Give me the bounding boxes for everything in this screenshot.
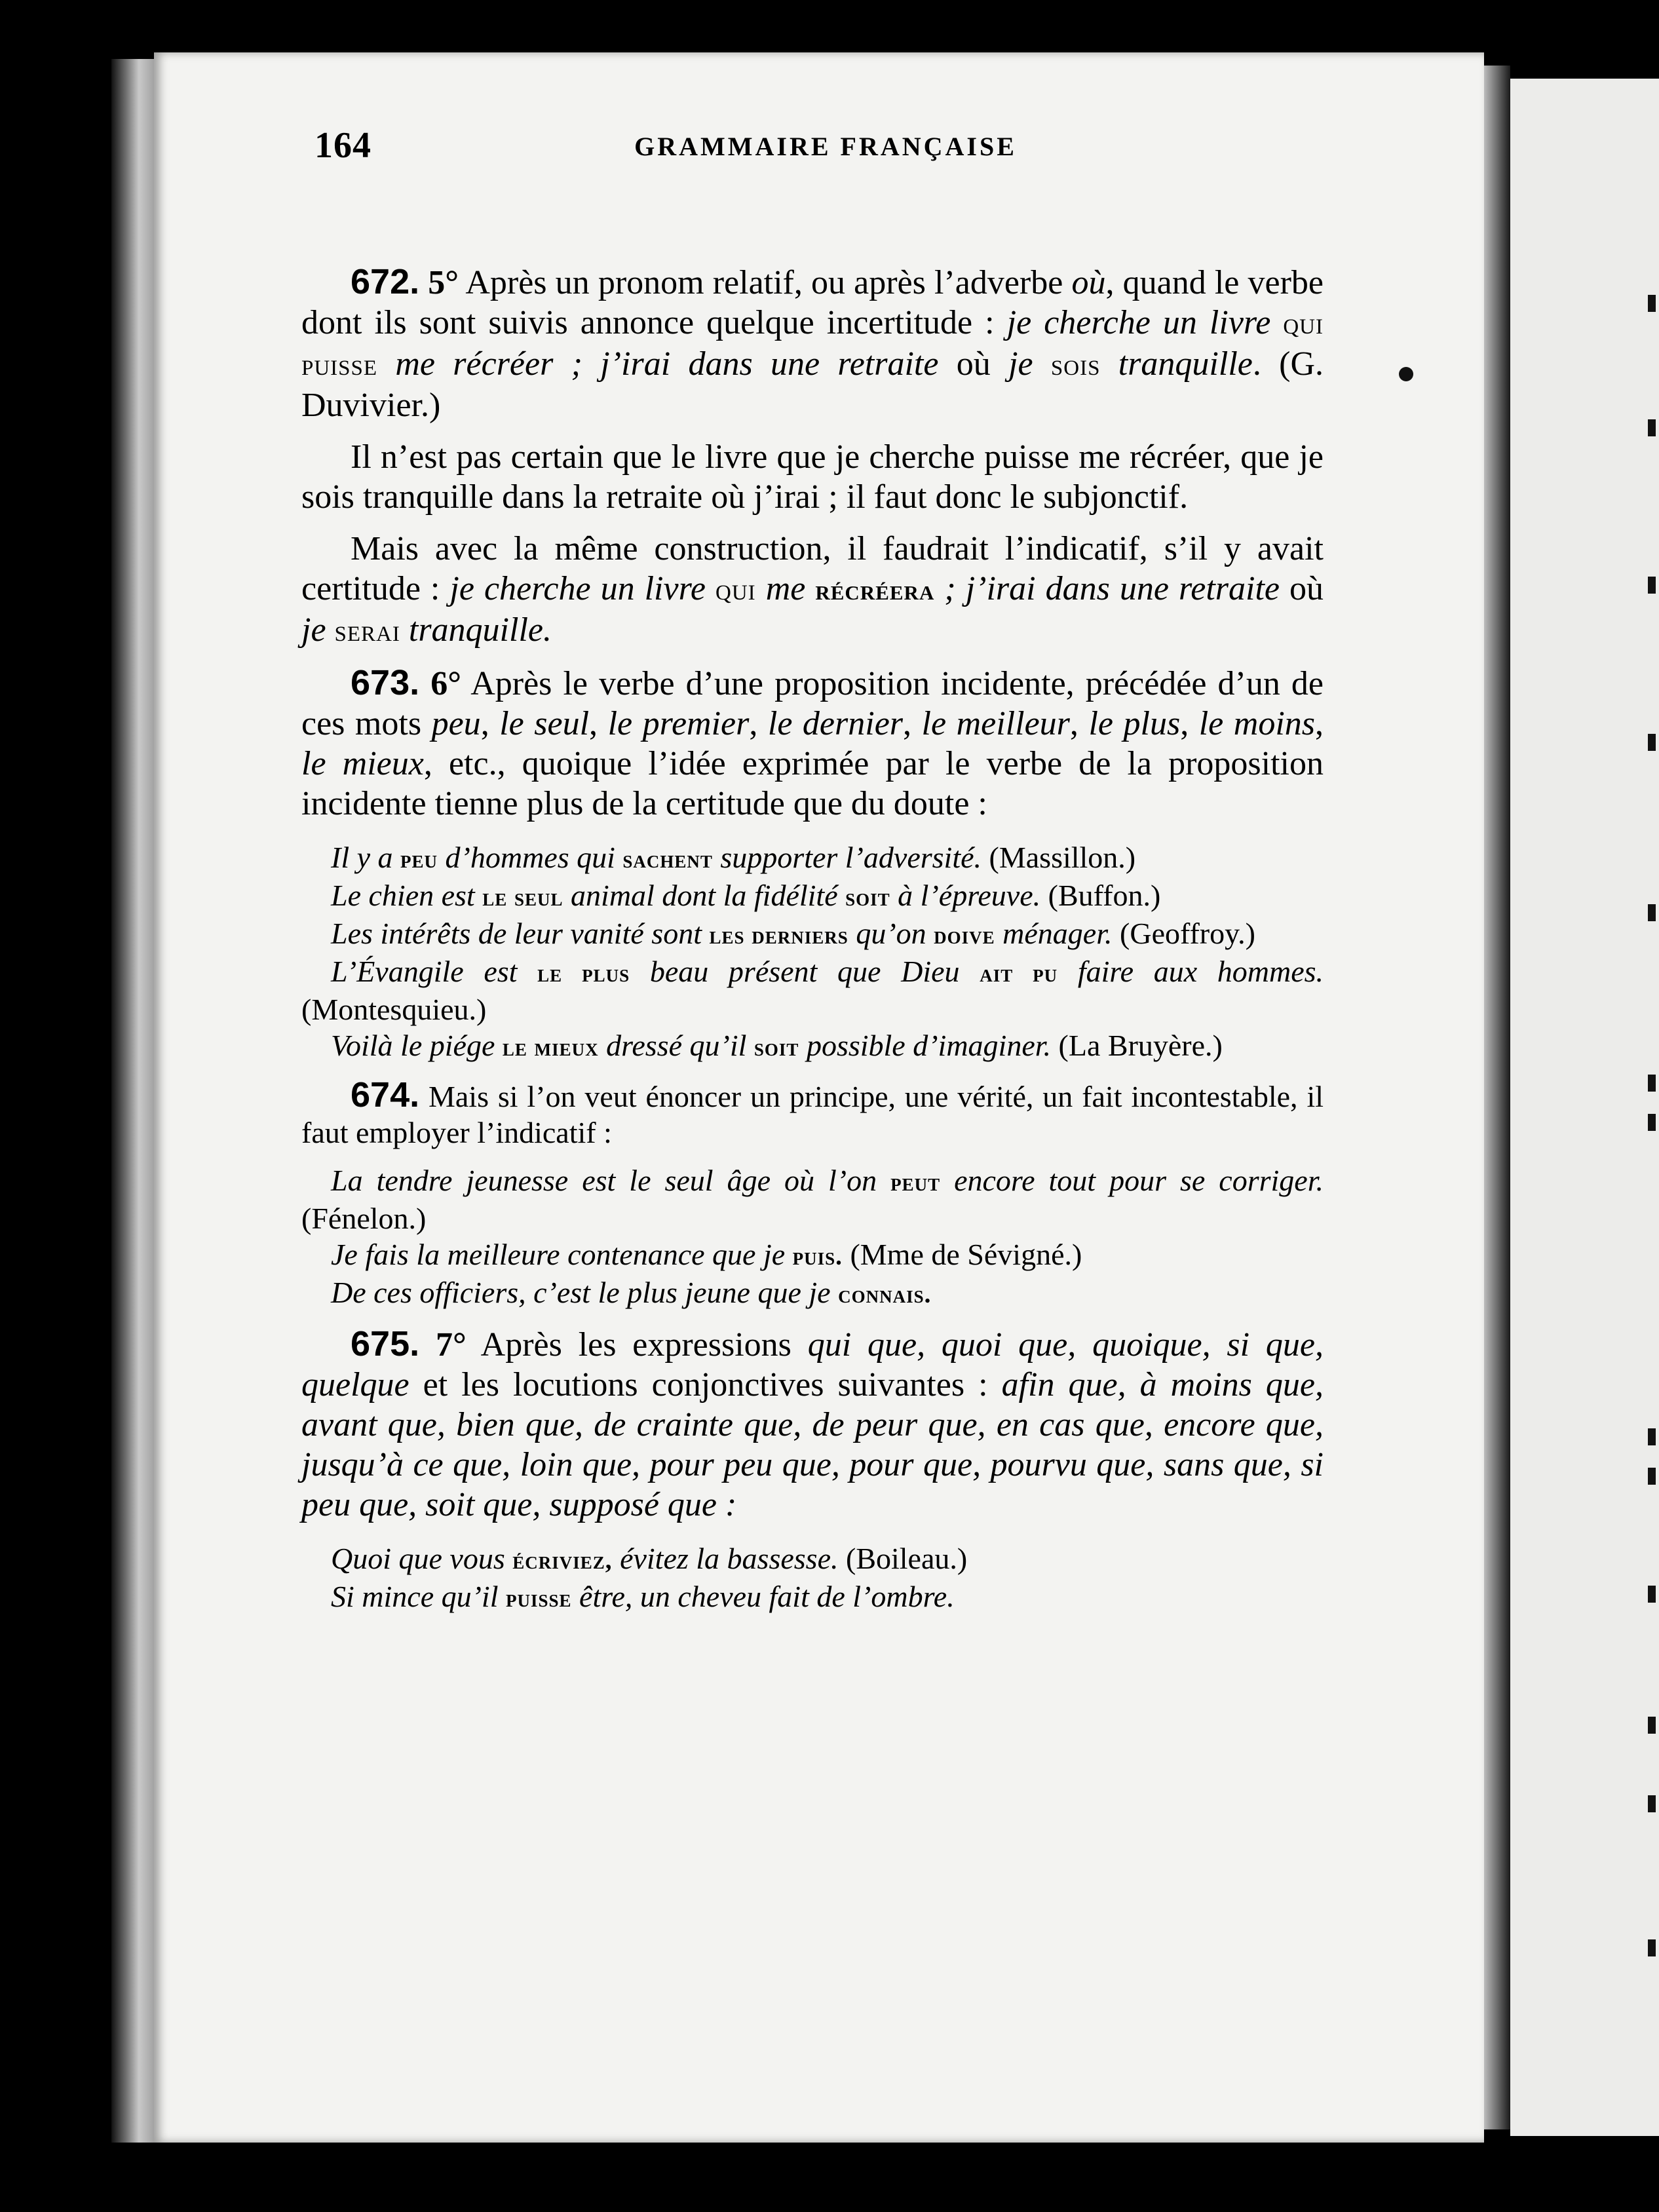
italic-run: La tendre jeunesse est le seul âge où l’on — [331, 1164, 877, 1197]
example-line — [301, 953, 1324, 1027]
paragraph-672-explanation: Il n’est pas certain que le livre que je cherche puisse me récréer, que je sois tranquille dans la retraite où j’irai ; il faut donc le subjonctif. — [301, 438, 1324, 516]
italic-run: à l’épreuve. — [898, 879, 1041, 912]
adjacent-page-edge — [1510, 79, 1659, 2136]
section-number: 675. — [351, 1324, 420, 1363]
section-number: 672. — [351, 262, 420, 301]
page-gutter-shadow — [1484, 66, 1510, 2129]
author-credit: (Fénelon.) — [301, 1202, 427, 1235]
text-run: où — [938, 345, 1009, 383]
author-credit: (La Bruyère.) — [1051, 1029, 1223, 1062]
paragraph-673 — [301, 663, 1324, 824]
italic-run: me récréer ; j’irai dans une retraite — [395, 345, 939, 383]
italic-run: où — [1071, 264, 1106, 301]
example-line — [301, 877, 1324, 915]
smallcaps-run: peu — [400, 845, 438, 873]
text-run: Mais si l’on veut énoncer un principe, une vérité, un fait incontestable, il faut employer l’indicatif : — [301, 1080, 1324, 1149]
italic-run: peu — [431, 705, 481, 742]
text-run: Après les expressions — [466, 1326, 808, 1363]
smallcaps-run: qui puisse — [301, 307, 1324, 382]
smallcaps-run: récréera — [815, 574, 935, 606]
italic-run: Le chien est — [331, 879, 475, 912]
author-credit: (Montesquieu.) — [301, 993, 487, 1026]
section-number: 673. — [351, 663, 420, 702]
paragraph-672 — [301, 262, 1324, 425]
text-run: où — [1280, 570, 1324, 607]
smallcaps-run: soit — [753, 1033, 799, 1061]
book-spine-edge — [111, 59, 157, 2143]
italic-run: Il y a — [331, 841, 393, 874]
italic-run: le moins — [1198, 705, 1316, 742]
italic-run: faire aux hommes. — [1077, 955, 1324, 988]
smallcaps-run: écriviez, — [512, 1546, 613, 1574]
italic-run: évitez la bassesse. — [620, 1542, 839, 1575]
italic-run: Voilà le piége — [331, 1029, 495, 1062]
italic-run: le plus — [1088, 705, 1181, 742]
italic-run: le mieux — [301, 745, 424, 782]
example-line — [301, 1027, 1324, 1065]
examples-673 — [301, 839, 1324, 1065]
italic-run: Je fais la meilleure contenance que je — [331, 1238, 786, 1271]
text-run: , etc., quoique l’idée exprimée par le verbe de la proposition incidente tienne plus de la certitude que du doute : — [301, 745, 1324, 822]
smallcaps-run: doive — [934, 921, 995, 949]
smallcaps-run: puis. — [792, 1242, 843, 1270]
italic-run: Si mince qu’il — [331, 1580, 499, 1613]
italic-run: je — [301, 611, 326, 649]
example-line — [301, 839, 1324, 877]
smallcaps-run: serai — [334, 614, 400, 648]
smallcaps-run: sachent — [622, 845, 713, 873]
ordinal: 6° — [430, 665, 461, 702]
italic-run: je cherche un livre — [449, 570, 706, 607]
smallcaps-run: puisse — [506, 1584, 572, 1612]
text-run: , — [903, 705, 922, 742]
example-line — [301, 915, 1324, 953]
italic-run: le premier — [607, 705, 750, 742]
italic-run: tranquille — [1118, 345, 1253, 383]
text-run: Après un pronom relatif, ou après l’adverbe — [459, 264, 1072, 301]
italic-run: je cherche un livre — [1006, 304, 1271, 341]
italic-run: le meilleur — [921, 705, 1070, 742]
smallcaps-run: sois — [1050, 348, 1101, 382]
paragraph-672-indicative — [301, 529, 1324, 651]
text-run: Mais avec la même construction, il faudrait l’indicatif, s’il y avait certitude : — [301, 530, 1324, 607]
author-credit: (Buffon.) — [1040, 879, 1161, 912]
author-credit: (Boileau.) — [838, 1542, 968, 1575]
italic-run: je — [1008, 345, 1033, 383]
example-line — [301, 1274, 1324, 1312]
author-credit: (Geoffroy.) — [1112, 917, 1255, 950]
page-body — [301, 262, 1324, 1628]
italic-run: Quoi que vous — [331, 1542, 505, 1575]
italic-run: encore tout pour se corriger. — [954, 1164, 1324, 1197]
italic-run: supporter l’adversité. — [720, 841, 982, 874]
smallcaps-run: peut — [890, 1168, 941, 1196]
example-line — [301, 1236, 1324, 1274]
author-credit: (Mme de Sévigné.) — [842, 1238, 1082, 1271]
italic-run: De ces officiers, c’est le plus jeune que je — [331, 1276, 831, 1309]
italic-run: Les intérêts de leur vanité sont — [331, 917, 702, 950]
ink-speck — [1399, 367, 1413, 381]
smallcaps-run: qui — [715, 573, 756, 607]
smallcaps-run: le seul — [482, 883, 563, 911]
examples-675 — [301, 1540, 1324, 1616]
text-run: Après le verbe d’une proposition incidente, précédée d’un de ces mots — [301, 665, 1324, 742]
italic-run: L’Évangile est — [331, 955, 518, 988]
text-run: , — [589, 705, 608, 742]
example-line — [301, 1540, 1324, 1578]
paragraph-675 — [301, 1324, 1324, 1525]
paragraph-674 — [301, 1077, 1324, 1151]
examples-674 — [301, 1162, 1324, 1312]
italic-run: animal dont la fidélité — [571, 879, 838, 912]
section-number: 674. — [351, 1075, 420, 1115]
italic-run: être, un cheveu fait de l’ombre. — [579, 1580, 955, 1613]
smallcaps-run: le mieux — [502, 1033, 599, 1061]
example-line — [301, 1578, 1324, 1616]
italic-run: dressé qu’il — [606, 1029, 747, 1062]
ordinal: 7° — [435, 1326, 467, 1363]
italic-run: me — [765, 570, 806, 607]
text-run: , — [749, 705, 768, 742]
italic-run: qui que, quoi que, quoique, si que, quelque — [301, 1326, 1324, 1403]
italic-run: le seul — [499, 705, 590, 742]
italic-run: ménager. — [1002, 917, 1113, 950]
running-title: GRAMMAIRE FRANÇAISE — [634, 132, 1017, 161]
ordinal: 5° — [428, 264, 459, 301]
italic-run: possible d’imaginer. — [806, 1029, 1052, 1062]
page-number: 164 — [315, 125, 372, 166]
text-run: , — [1069, 705, 1089, 742]
italic-run: le dernier — [767, 705, 904, 742]
italic-run: qu’on — [856, 917, 926, 950]
smallcaps-run: les derniers — [709, 921, 849, 949]
italic-run: ; j’irai dans une retraite — [944, 570, 1280, 607]
author-credit: (Massillon.) — [982, 841, 1136, 874]
example-line — [301, 1162, 1324, 1236]
italic-run: afin que, à moins que, avant que, bien que, de crainte que, de peur que, en cas que, encore que, jusqu’à ce que, loin que, pour peu que, pour que, pourvu que, sans que, si peu que, soit que, supposé que : — [301, 1366, 1324, 1523]
text-run: , — [480, 705, 500, 742]
text-run: , — [1315, 705, 1324, 742]
text-run: et les locutions conjonctives suivantes : — [409, 1366, 1002, 1403]
smallcaps-run: ait pu — [980, 959, 1058, 987]
text-run: , — [1180, 705, 1199, 742]
italic-run: beau présent que Dieu — [649, 955, 960, 988]
smallcaps-run: connais. — [838, 1280, 932, 1308]
text-run: . (G. Duvivier.) — [301, 345, 1324, 424]
running-head — [315, 124, 1337, 177]
text-run: , quand le verbe dont ils sont suivis annonce quelque incertitude : — [301, 264, 1324, 341]
smallcaps-run: soit — [845, 883, 890, 911]
italic-run: d’hommes qui — [445, 841, 615, 874]
smallcaps-run: le plus — [537, 959, 630, 987]
italic-run: tranquille. — [408, 611, 552, 649]
